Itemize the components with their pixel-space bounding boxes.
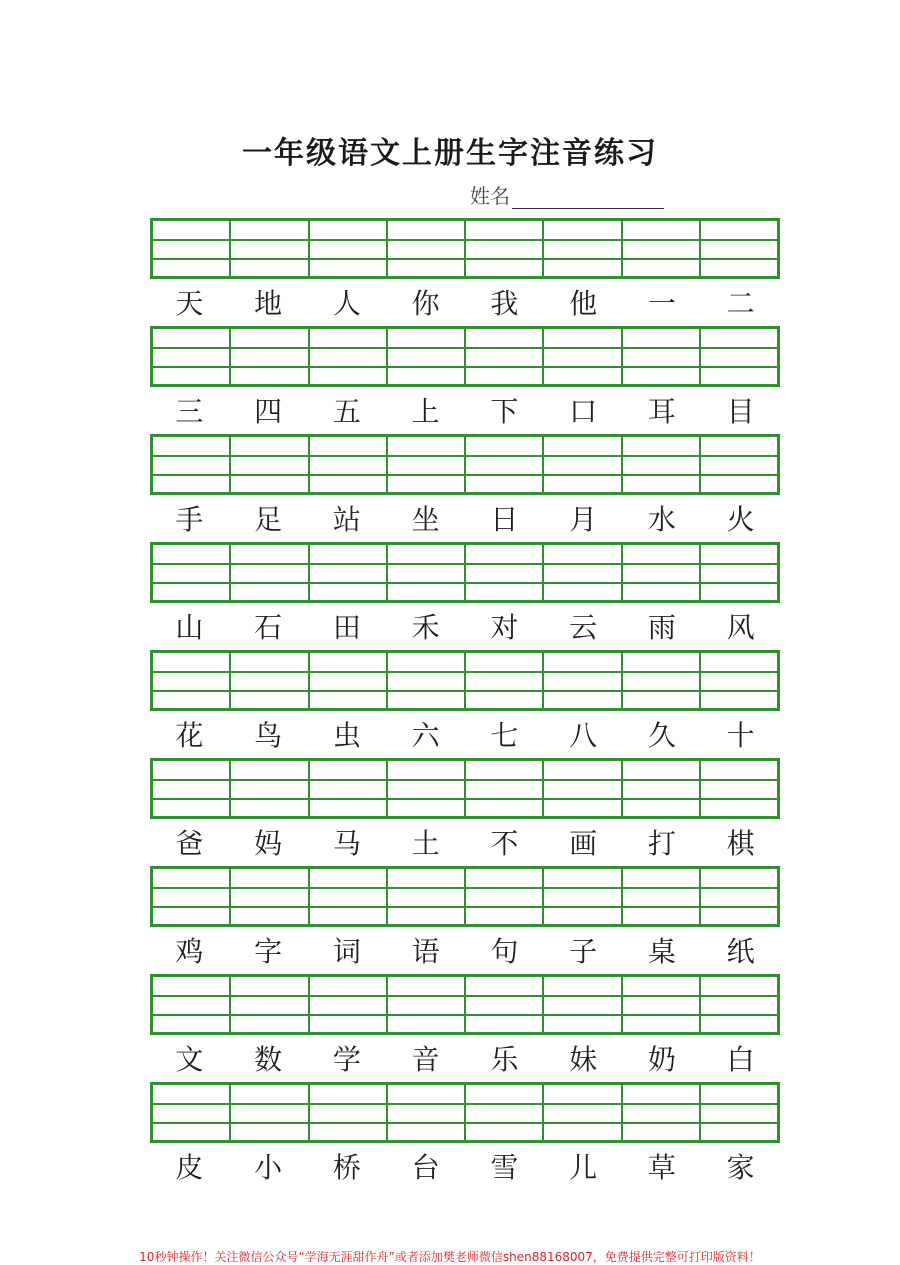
character: 日	[490, 503, 519, 536]
character: 学	[332, 1043, 361, 1076]
character: 禾	[411, 611, 440, 644]
pinyin-cell	[466, 221, 544, 276]
pinyin-cell	[310, 1085, 388, 1140]
character: 词	[332, 935, 361, 968]
pinyin-cell	[388, 329, 466, 384]
pinyin-cell	[153, 1085, 231, 1140]
character: 子	[569, 935, 598, 968]
pinyin-cell	[466, 653, 544, 708]
pinyin-cell	[231, 869, 309, 924]
character: 五	[332, 395, 361, 428]
pinyin-cell	[544, 329, 622, 384]
pinyin-cell	[544, 221, 622, 276]
pinyin-cell	[701, 869, 777, 924]
character: 天	[175, 287, 204, 320]
character-row	[150, 282, 780, 326]
pinyin-cell	[231, 437, 309, 492]
pinyin-grid-row	[150, 542, 780, 603]
pinyin-cell	[310, 437, 388, 492]
character: 文	[175, 1043, 204, 1076]
pinyin-cell	[388, 221, 466, 276]
character-row	[150, 714, 780, 758]
character: 雨	[647, 611, 676, 644]
pinyin-cell	[466, 437, 544, 492]
pinyin-cell	[231, 977, 309, 1032]
pinyin-cell	[701, 221, 777, 276]
pinyin-cell	[466, 869, 544, 924]
pinyin-cell	[231, 761, 309, 816]
character: 云	[569, 611, 598, 644]
character: 桥	[332, 1151, 361, 1184]
pinyin-grid-row	[150, 866, 780, 927]
character: 火	[726, 503, 755, 536]
pinyin-cell	[623, 761, 701, 816]
character: 一	[647, 287, 676, 320]
pinyin-cell	[153, 545, 231, 600]
character: 音	[411, 1043, 440, 1076]
character: 月	[569, 503, 598, 536]
pinyin-cell	[388, 437, 466, 492]
character: 二	[726, 287, 755, 320]
character-row	[150, 1038, 780, 1082]
character: 数	[254, 1043, 283, 1076]
character: 耳	[647, 395, 676, 428]
character: 足	[254, 503, 283, 536]
character: 纸	[726, 935, 755, 968]
character: 站	[332, 503, 361, 536]
character: 他	[569, 287, 598, 320]
character: 人	[332, 287, 361, 320]
pinyin-cell	[153, 761, 231, 816]
pinyin-cell	[231, 1085, 309, 1140]
pinyin-cell	[623, 329, 701, 384]
character: 风	[726, 611, 755, 644]
pinyin-cell	[466, 761, 544, 816]
pinyin-cell	[544, 761, 622, 816]
pinyin-cell	[388, 653, 466, 708]
pinyin-cell	[544, 545, 622, 600]
pinyin-cell	[544, 1085, 622, 1140]
pinyin-cell	[231, 545, 309, 600]
pinyin-cell	[231, 653, 309, 708]
pinyin-cell	[544, 437, 622, 492]
character: 目	[726, 395, 755, 428]
character: 四	[254, 395, 283, 428]
character: 马	[332, 827, 361, 860]
pinyin-cell	[466, 545, 544, 600]
character: 八	[569, 719, 598, 752]
character: 字	[254, 935, 283, 968]
character: 妈	[254, 827, 283, 860]
character-row	[150, 498, 780, 542]
pinyin-cell	[310, 977, 388, 1032]
name-label: 姓名	[470, 184, 510, 208]
pinyin-cell	[623, 545, 701, 600]
pinyin-cell	[388, 761, 466, 816]
character: 皮	[175, 1151, 204, 1184]
pinyin-grid-row	[150, 218, 780, 279]
character: 家	[726, 1151, 755, 1184]
pinyin-grid-row	[150, 650, 780, 711]
character: 三	[175, 395, 204, 428]
character: 你	[411, 287, 440, 320]
pinyin-cell	[388, 977, 466, 1032]
pinyin-cell	[388, 545, 466, 600]
character: 田	[332, 611, 361, 644]
character-row	[150, 390, 780, 434]
page-title: 一年级语文上册生字注音练习	[242, 136, 658, 171]
pinyin-cell	[231, 329, 309, 384]
pinyin-cell	[623, 653, 701, 708]
pinyin-cell	[701, 329, 777, 384]
character: 坐	[411, 503, 440, 536]
character: 十	[726, 719, 755, 752]
character: 妹	[569, 1043, 598, 1076]
character: 久	[647, 719, 676, 752]
pinyin-cell	[623, 437, 701, 492]
character: 桌	[647, 935, 676, 968]
pinyin-cell	[701, 653, 777, 708]
character: 奶	[647, 1043, 676, 1076]
pinyin-cell	[153, 437, 231, 492]
pinyin-cell	[153, 653, 231, 708]
pinyin-cell	[466, 977, 544, 1032]
character: 雪	[490, 1151, 519, 1184]
pinyin-cell	[701, 437, 777, 492]
pinyin-cell	[231, 221, 309, 276]
character: 山	[175, 611, 204, 644]
pinyin-cell	[701, 545, 777, 600]
character: 七	[490, 719, 519, 752]
pinyin-cell	[153, 977, 231, 1032]
pinyin-cell	[466, 329, 544, 384]
pinyin-grid-row	[150, 434, 780, 495]
character: 六	[411, 719, 440, 752]
character-row	[150, 606, 780, 650]
character: 不	[490, 827, 519, 860]
character: 儿	[569, 1151, 598, 1184]
character: 鸟	[254, 719, 283, 752]
character: 下	[490, 395, 519, 428]
pinyin-cell	[310, 329, 388, 384]
pinyin-cell	[153, 329, 231, 384]
character: 水	[647, 503, 676, 536]
pinyin-cell	[701, 761, 777, 816]
pinyin-cell	[466, 1085, 544, 1140]
character: 口	[569, 395, 598, 428]
character: 语	[411, 935, 440, 968]
character: 台	[411, 1151, 440, 1184]
character: 虫	[332, 719, 361, 752]
pinyin-cell	[310, 761, 388, 816]
pinyin-cell	[310, 869, 388, 924]
pinyin-cell	[310, 221, 388, 276]
character: 上	[411, 395, 440, 428]
pinyin-cell	[623, 1085, 701, 1140]
pinyin-cell	[310, 545, 388, 600]
character: 草	[647, 1151, 676, 1184]
character: 打	[647, 827, 676, 860]
pinyin-cell	[388, 869, 466, 924]
pinyin-grid-row	[150, 326, 780, 387]
character: 手	[175, 503, 204, 536]
character: 对	[490, 611, 519, 644]
pinyin-cell	[701, 1085, 777, 1140]
character-row	[150, 1146, 780, 1190]
character: 棋	[726, 827, 755, 860]
pinyin-cell	[544, 977, 622, 1032]
character: 句	[490, 935, 519, 968]
pinyin-cell	[623, 221, 701, 276]
pinyin-cell	[623, 869, 701, 924]
character: 小	[254, 1151, 283, 1184]
pinyin-cell	[701, 977, 777, 1032]
footer-note: 10秒钟操作！关注微信公众号“学海无涯甜作舟”或者添加樊老师微信shen88168007，免费提供完整可打印版资料！	[139, 1250, 761, 1264]
pinyin-grid-row	[150, 758, 780, 819]
character: 鸡	[175, 935, 204, 968]
character: 乐	[490, 1043, 519, 1076]
pinyin-grid-row	[150, 1082, 780, 1143]
character: 土	[411, 827, 440, 860]
character: 石	[254, 611, 283, 644]
pinyin-cell	[388, 1085, 466, 1140]
pinyin-cell	[310, 653, 388, 708]
character: 地	[254, 287, 283, 320]
character: 白	[726, 1043, 755, 1076]
character: 爸	[175, 827, 204, 860]
character-row	[150, 930, 780, 974]
character: 画	[569, 827, 598, 860]
character: 我	[490, 287, 519, 320]
pinyin-cell	[544, 869, 622, 924]
character: 花	[175, 719, 204, 752]
pinyin-cell	[623, 977, 701, 1032]
pinyin-cell	[544, 653, 622, 708]
character-row	[150, 822, 780, 866]
pinyin-cell	[153, 869, 231, 924]
pinyin-grid-row	[150, 974, 780, 1035]
pinyin-cell	[153, 221, 231, 276]
